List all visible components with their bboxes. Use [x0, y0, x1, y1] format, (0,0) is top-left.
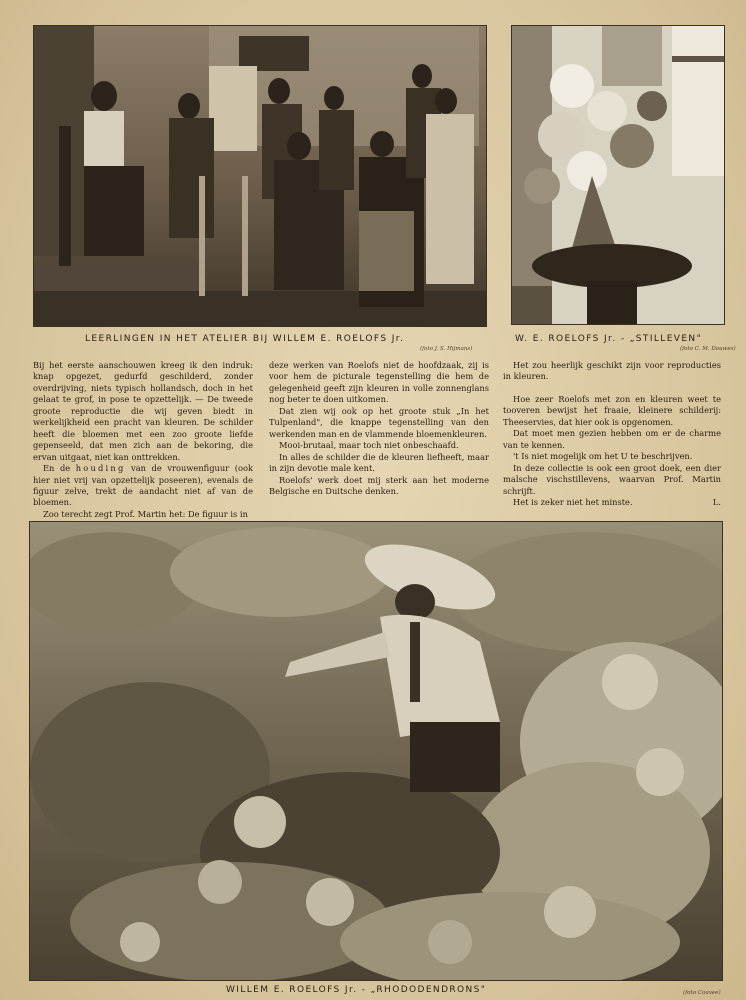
paragraph: deze werken van Roelofs niet de hoofdzaak, zij is voor hem de picturale tegenstelling die hem de gelegenheid geeft zijn kleuren in volle zonnenglans nog beter te doen uitkomen.: [269, 360, 489, 405]
stilleven-photo-credit: (foto C. M. Douwes): [680, 346, 736, 352]
rhododendrons-photo-credit: (foto Couvee): [683, 990, 721, 996]
rhododendrons-caption: WILLEM E. ROELOFS Jr. - „RHODODENDRONS": [226, 985, 487, 995]
paragraph: Bij het eerste aanschouwen kreeg ik den indruk: knap opgezet, gedurfd geschilderd, zonder overdrijving, niets typisch hollandsch, doch in het gelaat te grof, in pose te opzettelijk. — De tweede groote reproductie die wij geven biedt in werkelijkheid een pracht van kleuren. De schilder heeft die bloemen met een zoo groote liefde gepenseeld, dat men zich aan de bekoring, die ervan uitgaat, niet kan onttrekken.: [33, 360, 253, 462]
atelier-photo: [33, 25, 487, 327]
rhododendrons-photo: [29, 521, 723, 981]
paragraph: 't Is niet mogelijk om het U te beschrijven.: [513, 451, 693, 462]
atelier-photo-credit: (foto J. S. Hijmans): [420, 346, 473, 352]
paragraph: Zoo terecht zegt Prof. Martin het: De figuur is in: [43, 508, 248, 519]
paragraph: Roelofs' werk doet mij sterk aan het moderne Belgische en Duitsche denken.: [269, 474, 489, 496]
paragraph: Hoe zeer Roelofs met zon en kleuren weet te tooveren bewijst het fraaie, kleinere schilderij: Theeservies, dat hier ook is opgenomen.: [503, 393, 721, 427]
atelier-caption: LEERLINGEN IN HET ATELIER BIJ WILLEM E. ROELOFS Jr.: [85, 334, 405, 344]
paragraph: Dat moet men gezien hebben om er de charme van te kennen.: [503, 428, 721, 450]
article-column-1: [33, 360, 253, 520]
article-column-3: [503, 360, 721, 508]
paragraph: Dat zien wij ook op het groote stuk „In het Tulpenland", die knappe tegenstelling van den werkenden man en de vlammende bloemenkleuren.: [269, 405, 489, 439]
paragraph: Het is zeker niet het minste. L.: [513, 496, 721, 507]
article-column-2: [269, 360, 489, 497]
paragraph: Het zou heerlijk geschikt zijn voor reproducties in kleuren.: [503, 360, 721, 382]
paragraph: In deze collectie is ook een groot doek, een dier malsche vischstillevens, waarvan Prof. Martin schrijft.: [503, 462, 721, 496]
stilleven-photo: [511, 25, 725, 325]
paragraph: In alles de schilder die de kleuren liefheeft, maar in zijn devotie male kent.: [269, 451, 489, 474]
paragraph: Mooi-brutaal, maar toch niet onbeschaafd.: [279, 440, 459, 451]
paragraph: En de houding van de vrouwenfiguur (ook hier niet vrij van opzettelijk poseeren), evenals de figuur zelve, trekt de aandacht niet af van de bloemen.: [33, 463, 253, 508]
stilleven-caption: W. E. ROELOFS Jr. - „STILLEVEN": [515, 334, 703, 344]
author-signature: L.: [712, 496, 721, 507]
